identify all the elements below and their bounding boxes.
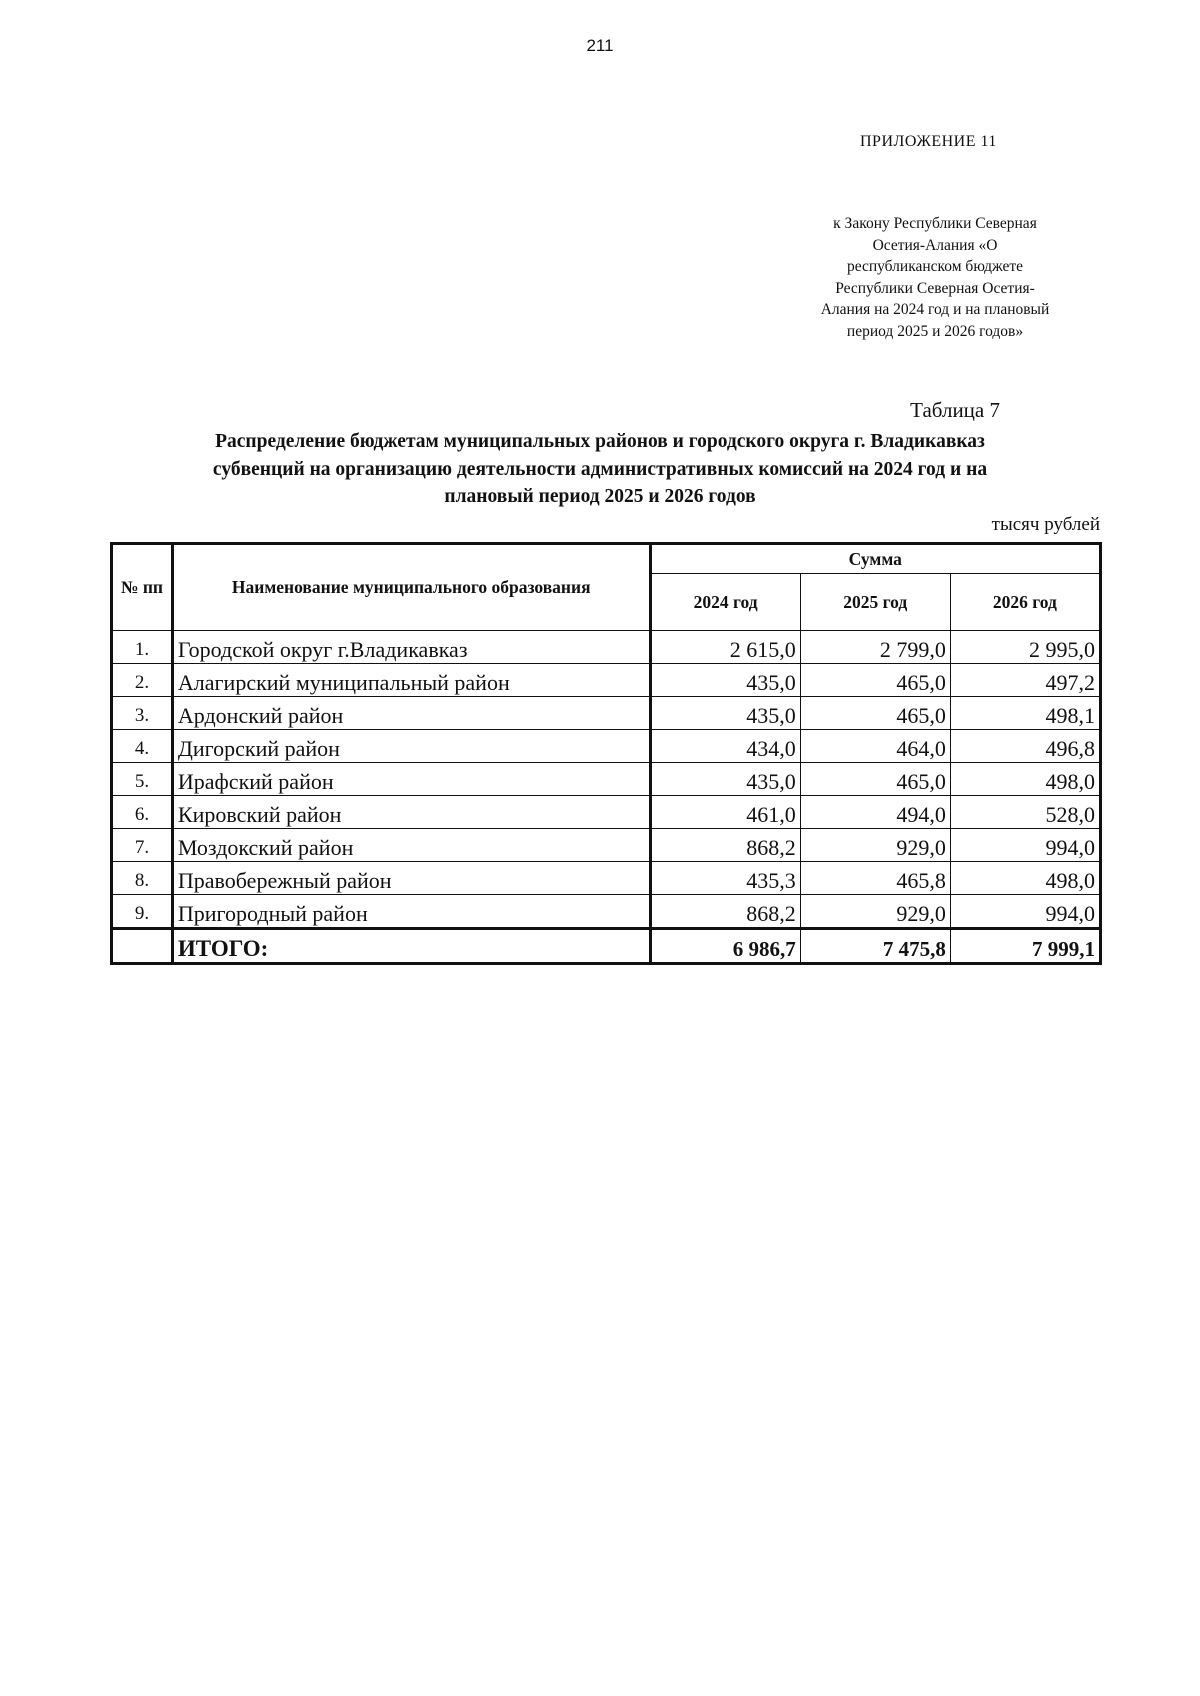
table-row bbox=[112, 730, 1101, 763]
table-header-row bbox=[112, 544, 1101, 574]
appendix-label: ПРИЛОЖЕНИЕ 11 bbox=[860, 133, 997, 150]
table-row bbox=[112, 697, 1101, 730]
amount-2024: 435,0 bbox=[650, 664, 800, 697]
amount-2025: 465,8 bbox=[800, 862, 950, 895]
municipality-name: Правобережный район bbox=[172, 862, 650, 895]
amount-2025: 2 799,0 bbox=[800, 631, 950, 664]
amount-2025: 494,0 bbox=[800, 796, 950, 829]
total-label: ИТОГО: bbox=[172, 929, 650, 964]
document-title-line: плановый период 2025 и 2026 годов bbox=[444, 486, 756, 507]
amount-2025: 465,0 bbox=[800, 763, 950, 796]
column-header-number: № пп bbox=[112, 544, 173, 631]
table-row bbox=[112, 895, 1101, 929]
table-label: Таблица 7 bbox=[910, 398, 1000, 422]
amount-2026: 497,2 bbox=[950, 664, 1100, 697]
row-number: 1. bbox=[112, 631, 173, 664]
total-2024: 6 986,7 bbox=[650, 929, 800, 964]
table-row bbox=[112, 829, 1101, 862]
row-number: 2. bbox=[112, 664, 173, 697]
amount-2024: 435,0 bbox=[650, 697, 800, 730]
units-label: тысяч рублей bbox=[991, 514, 1100, 535]
total-2026: 7 999,1 bbox=[950, 929, 1100, 964]
amount-2025: 465,0 bbox=[800, 697, 950, 730]
amount-2025: 464,0 bbox=[800, 730, 950, 763]
amount-2024: 868,2 bbox=[650, 829, 800, 862]
table-row bbox=[112, 796, 1101, 829]
amount-2024: 2 615,0 bbox=[650, 631, 800, 664]
municipality-name: Моздокский район bbox=[172, 829, 650, 862]
total-number-cell bbox=[112, 929, 173, 964]
budget-table bbox=[110, 542, 1102, 965]
amount-2026: 498,1 bbox=[950, 697, 1100, 730]
row-number: 3. bbox=[112, 697, 173, 730]
row-number: 8. bbox=[112, 862, 173, 895]
law-reference-line: к Закону Республики Северная bbox=[833, 215, 1037, 232]
amount-2026: 994,0 bbox=[950, 829, 1100, 862]
total-2025: 7 475,8 bbox=[800, 929, 950, 964]
column-header-name: Наименование муниципального образования bbox=[172, 544, 650, 631]
municipality-name: Алагирский муниципальный район bbox=[172, 664, 650, 697]
municipality-name: Кировский район bbox=[172, 796, 650, 829]
column-header-2026: 2026 год bbox=[950, 574, 1100, 631]
amount-2024: 435,3 bbox=[650, 862, 800, 895]
document-title-line: Распределение бюджетам муниципальных районов и городского округа г. Владикавказ bbox=[215, 431, 985, 452]
table-row bbox=[112, 664, 1101, 697]
amount-2025: 465,0 bbox=[800, 664, 950, 697]
document-title-line: субвенций на организацию деятельности административных комиссий на 2024 год и на bbox=[212, 458, 988, 480]
municipality-name: Пригородный район bbox=[172, 895, 650, 929]
row-number: 4. bbox=[112, 730, 173, 763]
amount-2026: 496,8 bbox=[950, 730, 1100, 763]
page-number: 211 bbox=[586, 36, 614, 55]
row-number: 5. bbox=[112, 763, 173, 796]
total-row bbox=[112, 929, 1101, 964]
amount-2025: 929,0 bbox=[800, 829, 950, 862]
amount-2025: 929,0 bbox=[800, 895, 950, 929]
column-header-sum: Сумма bbox=[650, 544, 1100, 574]
row-number: 6. bbox=[112, 796, 173, 829]
amount-2024: 434,0 bbox=[650, 730, 800, 763]
amount-2026: 498,0 bbox=[950, 763, 1100, 796]
row-number: 9. bbox=[112, 895, 173, 929]
law-reference-line: Алания на 2024 год и на плановый bbox=[820, 301, 1050, 318]
amount-2026: 498,0 bbox=[950, 862, 1100, 895]
municipality-name: Дигорский район bbox=[172, 730, 650, 763]
amount-2026: 994,0 bbox=[950, 895, 1100, 929]
column-header-2024: 2024 год bbox=[650, 574, 800, 631]
amount-2026: 2 995,0 bbox=[950, 631, 1100, 664]
table-row bbox=[112, 631, 1101, 664]
amount-2024: 868,2 bbox=[650, 895, 800, 929]
law-reference-line: период 2025 и 2026 годов» bbox=[846, 322, 1024, 340]
table-row bbox=[112, 862, 1101, 895]
amount-2026: 528,0 bbox=[950, 796, 1100, 829]
column-header-2025: 2025 год bbox=[800, 574, 950, 631]
table-row bbox=[112, 763, 1101, 796]
row-number: 7. bbox=[112, 829, 173, 862]
amount-2024: 435,0 bbox=[650, 763, 800, 796]
municipality-name: Ирафский район bbox=[172, 763, 650, 796]
law-reference-line: Республики Северная Осетия- bbox=[835, 279, 1035, 297]
municipality-name: Ардонский район bbox=[172, 697, 650, 730]
municipality-name: Городской округ г.Владикавказ bbox=[172, 631, 650, 664]
document-title bbox=[120, 428, 1080, 511]
law-reference-line: Осетия-Алания «О bbox=[872, 236, 998, 254]
amount-2024: 461,0 bbox=[650, 796, 800, 829]
law-reference bbox=[800, 213, 1070, 342]
law-reference-line: республиканском бюджете bbox=[846, 258, 1024, 275]
